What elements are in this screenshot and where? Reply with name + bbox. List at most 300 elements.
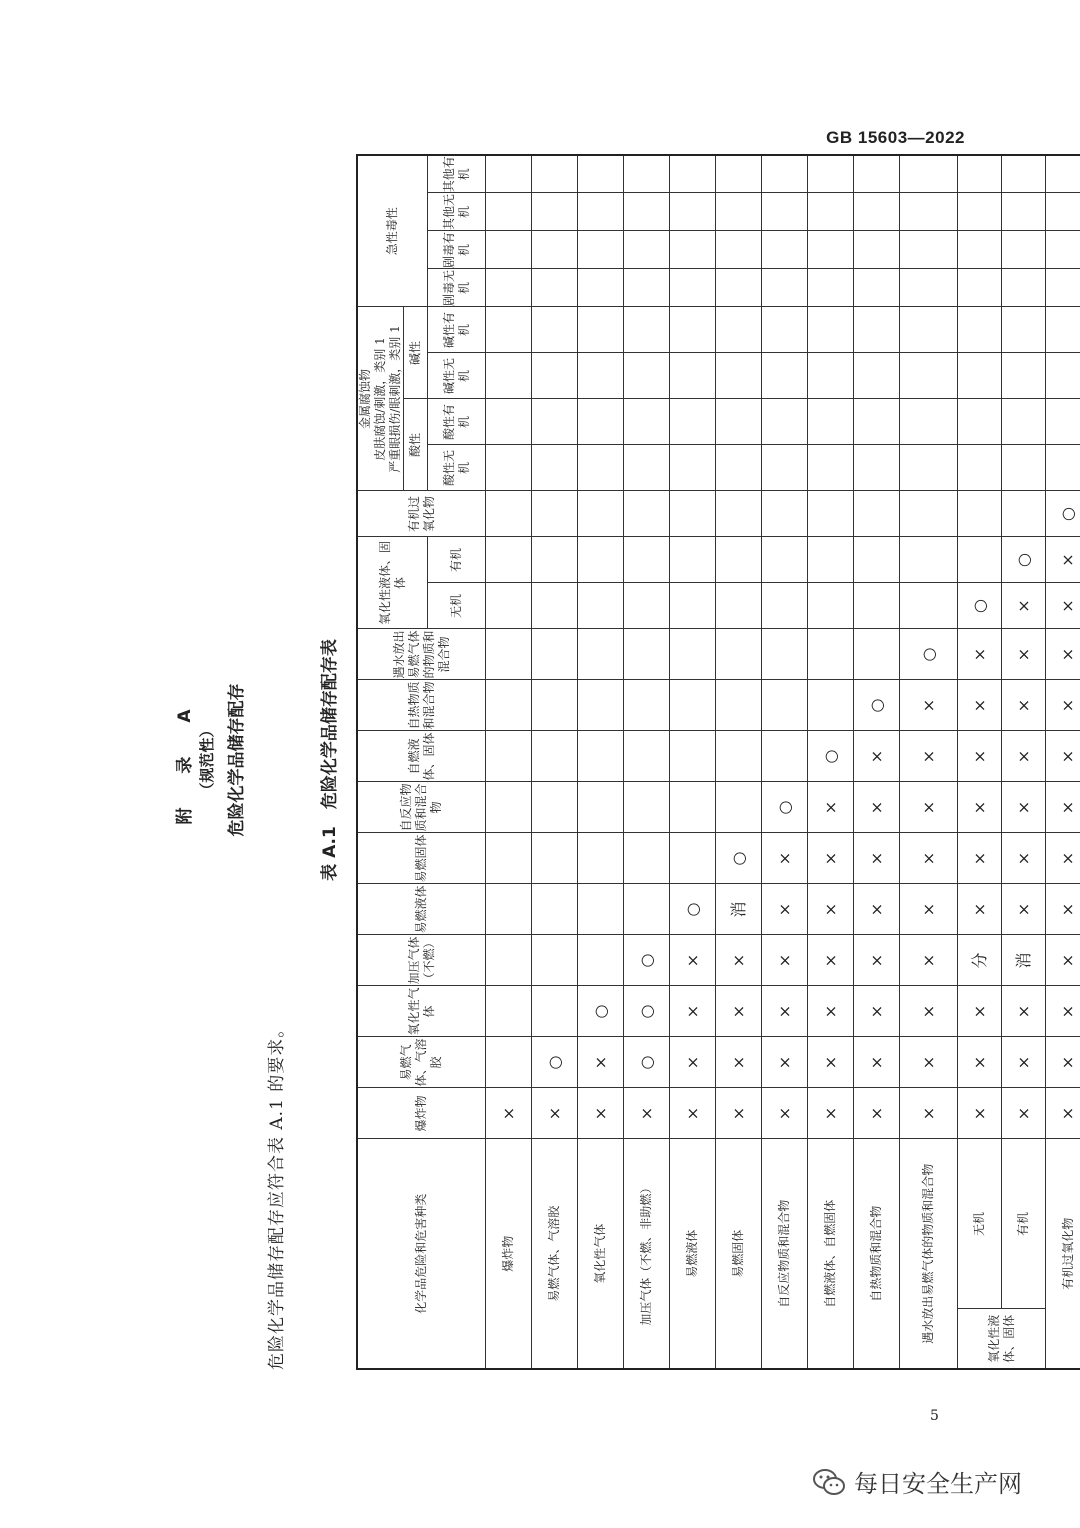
table-cell	[854, 155, 900, 193]
table-cell: ×	[486, 1088, 532, 1139]
table-cell: ×	[1046, 680, 1080, 731]
table-cell: ×	[900, 833, 958, 884]
table-cell	[1046, 155, 1080, 193]
table-cell: ×	[900, 680, 958, 731]
table-cell: ×	[1046, 884, 1080, 935]
table-cell	[486, 231, 532, 269]
table-cell	[624, 782, 670, 833]
table-cell: ×	[958, 833, 1002, 884]
row-label: 易燃固体	[716, 1139, 762, 1369]
table-cell	[1002, 155, 1046, 193]
col-header-15: 碱性无机	[428, 353, 486, 399]
table-cell	[670, 193, 716, 231]
table-cell	[958, 155, 1002, 193]
table-cell	[900, 231, 958, 269]
table-cell: ×	[958, 884, 1002, 935]
col-header-20: 其他有机	[428, 155, 486, 193]
table-cell	[578, 537, 624, 583]
table-cell	[762, 445, 808, 491]
corrosive-line-1: 金属腐蚀物	[358, 369, 372, 430]
table-cell: ×	[854, 782, 900, 833]
table-cell: ×	[716, 986, 762, 1037]
table-cell	[624, 583, 670, 629]
table-cell	[762, 269, 808, 307]
table-cell: ×	[854, 1037, 900, 1088]
table-row	[958, 155, 1002, 1369]
col-header-3: 加压气体（不燃）	[357, 935, 486, 986]
table-cell	[578, 445, 624, 491]
table-cell: ×	[1002, 884, 1046, 935]
table-cell	[532, 445, 578, 491]
table-row	[762, 155, 808, 1369]
table-cell	[624, 537, 670, 583]
table-cell	[716, 193, 762, 231]
table-cell	[624, 307, 670, 353]
table-cell	[578, 491, 624, 537]
table-cell	[578, 629, 624, 680]
appendix-subtitle: （规范性）	[198, 722, 216, 798]
table-cell	[808, 269, 854, 307]
table-cell: 分	[958, 935, 1002, 986]
row-label: 易燃气体、气溶胶	[532, 1139, 578, 1369]
table-cell	[958, 269, 1002, 307]
table-cell: ×	[670, 1088, 716, 1139]
table-title: 表 A.1 危险化学品储存配存表	[320, 639, 340, 881]
col-header-2: 氧化性气体	[357, 986, 486, 1037]
table-row	[808, 155, 854, 1369]
table-cell: ×	[762, 986, 808, 1037]
row-label: 自燃液体、自燃固体	[808, 1139, 854, 1369]
table-cell	[1046, 445, 1080, 491]
table-cell	[578, 193, 624, 231]
table-cell: ×	[854, 884, 900, 935]
table-cell	[670, 445, 716, 491]
table-cell	[624, 491, 670, 537]
table-cell: ×	[762, 884, 808, 935]
table-cell: ×	[532, 1088, 578, 1139]
table-cell	[808, 445, 854, 491]
table-cell: 消	[1002, 935, 1046, 986]
table-cell: ×	[958, 1088, 1002, 1139]
row-label: 无机	[958, 1139, 1002, 1309]
table-cell	[486, 307, 532, 353]
table-cell: ○	[958, 583, 1002, 629]
table-cell	[624, 231, 670, 269]
table-cell: ×	[854, 1088, 900, 1139]
table-cell: ×	[1046, 935, 1080, 986]
table-cell	[578, 833, 624, 884]
table-cell	[486, 155, 532, 193]
table-cell	[808, 629, 854, 680]
table-cell	[486, 445, 532, 491]
table-cell	[716, 491, 762, 537]
row-group-oxidizing: 氧化性液体、固体	[958, 1309, 1046, 1369]
table-cell	[1002, 399, 1046, 445]
corner-header: 化学品危险和危害种类	[357, 1139, 486, 1369]
table-cell: ×	[808, 884, 854, 935]
table-cell	[854, 307, 900, 353]
table-cell	[624, 680, 670, 731]
table-cell: ×	[900, 986, 958, 1037]
table-cell	[670, 833, 716, 884]
table-cell	[1046, 399, 1080, 445]
table-cell: ×	[1002, 986, 1046, 1037]
col-header-14: 酸性有机	[428, 399, 486, 445]
sub-header-ox-inorganic: 无机	[428, 583, 486, 629]
table-cell	[532, 833, 578, 884]
table-cell: ○	[624, 986, 670, 1037]
table-cell	[716, 353, 762, 399]
table-cell	[578, 731, 624, 782]
table-cell	[486, 537, 532, 583]
table-row	[1002, 155, 1046, 1369]
sub-header-alkaline: 碱性	[404, 307, 428, 399]
table-cell: ×	[1046, 731, 1080, 782]
table-cell: ○	[900, 629, 958, 680]
table-cell: ×	[1046, 1037, 1080, 1088]
table-cell	[900, 155, 958, 193]
table-cell	[532, 583, 578, 629]
table-cell	[958, 537, 1002, 583]
table-cell	[716, 307, 762, 353]
table-cell: ×	[1002, 680, 1046, 731]
table-cell	[578, 307, 624, 353]
table-cell	[532, 193, 578, 231]
table-cell	[486, 833, 532, 884]
table-cell	[808, 307, 854, 353]
col-header-7: 自燃液体、固体	[357, 731, 486, 782]
table-cell	[958, 353, 1002, 399]
table-cell: ×	[958, 731, 1002, 782]
table-cell: ○	[532, 1037, 578, 1088]
table-cell	[854, 353, 900, 399]
table-cell	[532, 986, 578, 1037]
table-cell	[532, 629, 578, 680]
table-row	[624, 155, 670, 1369]
table-cell: ×	[624, 1088, 670, 1139]
table-cell	[532, 680, 578, 731]
table-cell: ×	[1002, 782, 1046, 833]
col-header-5: 易燃固体	[357, 833, 486, 884]
table-cell	[762, 583, 808, 629]
table-cell	[532, 935, 578, 986]
table-cell: ×	[1002, 833, 1046, 884]
table-cell	[716, 583, 762, 629]
table-cell: ×	[808, 935, 854, 986]
table-cell	[670, 399, 716, 445]
table-cell	[762, 155, 808, 193]
table-cell	[716, 680, 762, 731]
table-cell	[716, 445, 762, 491]
table-cell	[486, 680, 532, 731]
row-label: 自热物质和混合物	[854, 1139, 900, 1369]
table-cell: ×	[1002, 1088, 1046, 1139]
table-cell	[808, 680, 854, 731]
table-cell: ×	[762, 1088, 808, 1139]
page-number: 5	[930, 1408, 939, 1424]
table-cell	[854, 399, 900, 445]
table-cell	[1046, 307, 1080, 353]
table-cell	[762, 629, 808, 680]
table-row	[1046, 155, 1080, 1369]
table-cell	[808, 491, 854, 537]
table-cell: ×	[762, 833, 808, 884]
table-cell	[532, 731, 578, 782]
row-label: 氧化性气体	[578, 1139, 624, 1369]
table-cell	[624, 833, 670, 884]
col-header-18: 剧毒有机	[428, 231, 486, 269]
table-cell	[762, 307, 808, 353]
col-header-12: 有机过氧化物	[357, 491, 486, 537]
table-cell	[762, 491, 808, 537]
table-cell	[854, 629, 900, 680]
table-cell	[486, 629, 532, 680]
col-header-9: 遇水放出易燃气体的物质和混合物	[357, 629, 486, 680]
table-cell	[532, 399, 578, 445]
table-cell	[670, 583, 716, 629]
table-cell	[958, 231, 1002, 269]
table-cell: ×	[670, 986, 716, 1037]
table-cell	[900, 583, 958, 629]
table-row	[854, 155, 900, 1369]
table-cell: ×	[716, 1088, 762, 1139]
table-cell: ×	[808, 1037, 854, 1088]
table-cell: ×	[1002, 1037, 1046, 1088]
table-cell	[762, 193, 808, 231]
table-cell	[900, 445, 958, 491]
table-cell	[716, 155, 762, 193]
table-cell	[486, 269, 532, 307]
table-cell	[900, 399, 958, 445]
table-cell	[808, 231, 854, 269]
table-cell	[762, 680, 808, 731]
table-cell	[1002, 353, 1046, 399]
sub-header-acidic: 酸性	[404, 399, 428, 491]
col-header-16: 碱性有机	[428, 307, 486, 353]
compatibility-table	[356, 154, 1080, 1370]
table-cell	[958, 491, 1002, 537]
table-cell	[532, 491, 578, 537]
table-cell: ×	[958, 629, 1002, 680]
col-header-17: 剧毒无机	[428, 269, 486, 307]
table-cell: ×	[958, 986, 1002, 1037]
table-cell	[532, 884, 578, 935]
watermark-text: 每日安全生产网	[854, 1470, 1022, 1498]
row-label: 加压气体（不燃、非助燃）	[624, 1139, 670, 1369]
table-cell: ×	[854, 731, 900, 782]
table-cell: ○	[578, 986, 624, 1037]
table-row	[486, 155, 532, 1369]
table-cell	[958, 399, 1002, 445]
table-cell	[958, 445, 1002, 491]
table-cell	[624, 629, 670, 680]
table-cell	[854, 491, 900, 537]
table-cell: ×	[716, 1037, 762, 1088]
table-cell: ○	[854, 680, 900, 731]
table-cell	[532, 537, 578, 583]
table-cell: ×	[900, 884, 958, 935]
table-cell	[578, 155, 624, 193]
table-cell	[716, 629, 762, 680]
table-cell: ×	[1046, 782, 1080, 833]
table-cell	[578, 269, 624, 307]
table-row	[716, 155, 762, 1369]
group-header-corrosive	[357, 307, 404, 491]
row-label: 遇水放出易燃气体的物质和混合物	[900, 1139, 958, 1369]
table-cell	[762, 399, 808, 445]
table-cell	[716, 537, 762, 583]
row-label: 有机过氧化物	[1046, 1139, 1080, 1369]
table-cell	[854, 231, 900, 269]
table-cell: ×	[1046, 833, 1080, 884]
col-header-1: 易燃气体、气溶胶	[357, 1037, 486, 1088]
table-cell: ×	[900, 782, 958, 833]
table-cell: ×	[854, 833, 900, 884]
appendix-title: 附 录 A	[175, 695, 195, 825]
table-cell: ×	[1002, 731, 1046, 782]
table-cell	[670, 680, 716, 731]
table-row	[900, 155, 958, 1369]
table-cell	[578, 399, 624, 445]
table-cell: ×	[670, 935, 716, 986]
table-cell	[486, 986, 532, 1037]
table-cell: ×	[1046, 1088, 1080, 1139]
table-cell	[532, 231, 578, 269]
table-cell: ○	[670, 884, 716, 935]
table-cell	[1046, 353, 1080, 399]
table-cell	[900, 353, 958, 399]
table-cell	[624, 884, 670, 935]
table-cell	[578, 935, 624, 986]
table-cell	[578, 353, 624, 399]
group-header-oxidizing: 氧化性液体、固体	[357, 537, 428, 629]
intro-paragraph: 危险化学品储存配存应符合表 A.1 的要求。	[267, 1019, 287, 1370]
table-cell	[808, 155, 854, 193]
table-cell	[578, 884, 624, 935]
table-cell	[532, 353, 578, 399]
sub-header-ox-organic: 有机	[428, 537, 486, 583]
table-cell	[532, 155, 578, 193]
table-cell	[624, 193, 670, 231]
table-row	[670, 155, 716, 1369]
table-cell	[486, 782, 532, 833]
table-cell: ×	[670, 1037, 716, 1088]
table-cell	[670, 307, 716, 353]
table-cell	[486, 935, 532, 986]
table-cell: ×	[808, 986, 854, 1037]
table-cell	[854, 537, 900, 583]
table-cell: ×	[900, 1088, 958, 1139]
table-cell	[900, 537, 958, 583]
table-cell	[624, 399, 670, 445]
table-cell: ×	[958, 782, 1002, 833]
table-cell: ×	[578, 1037, 624, 1088]
table-cell	[1046, 231, 1080, 269]
table-cell: ×	[1046, 537, 1080, 583]
table-cell	[578, 231, 624, 269]
table-cell	[486, 583, 532, 629]
table-cell	[670, 537, 716, 583]
table-cell	[716, 782, 762, 833]
table-cell	[1046, 269, 1080, 307]
table-cell	[624, 155, 670, 193]
group-header-acute-toxicity: 急性毒性	[357, 155, 428, 307]
table-cell	[624, 269, 670, 307]
table-cell: ×	[808, 1088, 854, 1139]
table-cell	[716, 269, 762, 307]
table-cell: ×	[900, 731, 958, 782]
table-cell: ○	[1046, 491, 1080, 537]
corrosive-line-2: 皮肤腐蚀/刺激，类别 1	[373, 337, 387, 461]
table-cell	[1002, 307, 1046, 353]
table-cell: ×	[1046, 583, 1080, 629]
table-cell	[762, 231, 808, 269]
table-cell	[808, 399, 854, 445]
row-label: 自反应物质和混合物	[762, 1139, 808, 1369]
row-label: 爆炸物	[486, 1139, 532, 1369]
table-cell	[624, 445, 670, 491]
table-cell	[670, 353, 716, 399]
watermark	[812, 1464, 1022, 1499]
table-cell	[670, 731, 716, 782]
table-cell	[670, 491, 716, 537]
table-cell	[486, 491, 532, 537]
table-cell	[486, 1037, 532, 1088]
table-cell	[1002, 193, 1046, 231]
table-cell	[716, 231, 762, 269]
table-row	[578, 155, 624, 1369]
table-cell	[808, 193, 854, 231]
table-cell: ×	[900, 935, 958, 986]
table-cell: ×	[900, 1037, 958, 1088]
table-cell	[486, 353, 532, 399]
table-cell: ×	[1046, 629, 1080, 680]
table-cell: ×	[958, 680, 1002, 731]
col-header-0: 爆炸物	[357, 1088, 486, 1139]
row-label: 易燃液体	[670, 1139, 716, 1369]
table-cell: ×	[1046, 986, 1080, 1037]
table-cell	[854, 193, 900, 231]
table-cell	[670, 155, 716, 193]
table-cell	[716, 731, 762, 782]
table-cell: ×	[578, 1088, 624, 1139]
table-cell: ×	[716, 935, 762, 986]
standard-number: GB 15603—2022	[826, 128, 965, 147]
table-cell: ×	[854, 986, 900, 1037]
table-cell	[1002, 491, 1046, 537]
table-cell	[532, 782, 578, 833]
corrosive-line-3: 严重眼损伤/眼刺激，类别 1	[388, 325, 402, 473]
table-cell	[808, 583, 854, 629]
table-cell	[854, 445, 900, 491]
appendix-heading: 危险化学品储存配存	[227, 683, 247, 837]
table-cell	[1002, 445, 1046, 491]
table-cell	[578, 583, 624, 629]
table-cell	[1002, 231, 1046, 269]
col-header-13: 酸性无机	[428, 445, 486, 491]
table-cell	[624, 731, 670, 782]
table-cell: ○	[808, 731, 854, 782]
table-cell: ○	[624, 935, 670, 986]
table-cell	[900, 307, 958, 353]
table-cell	[670, 269, 716, 307]
table-cell	[900, 491, 958, 537]
table-cell	[1002, 269, 1046, 307]
table-cell: ×	[762, 935, 808, 986]
table-cell	[578, 680, 624, 731]
table-cell	[486, 399, 532, 445]
col-header-8: 自热物质和混合物	[357, 680, 486, 731]
